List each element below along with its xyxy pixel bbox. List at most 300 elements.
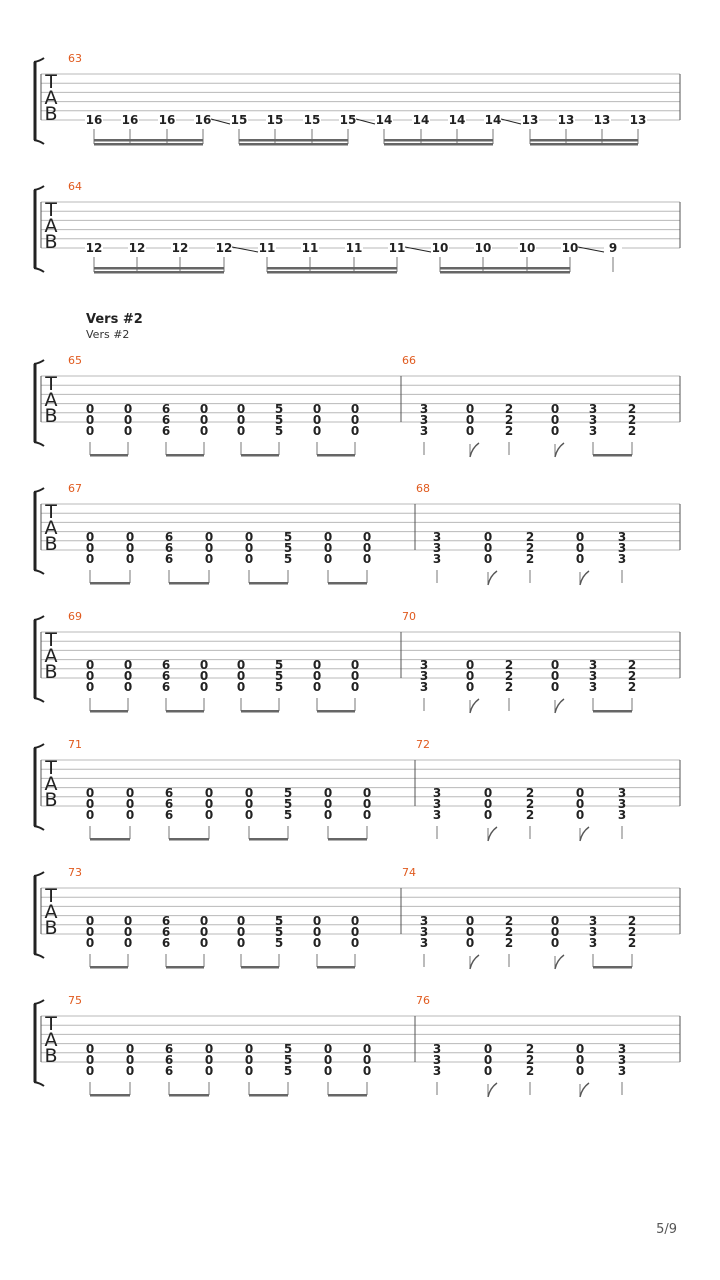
fret-number: 0 — [483, 1042, 493, 1056]
fret-number: 0 — [362, 1042, 372, 1056]
fret-number: 3 — [432, 541, 442, 555]
beam — [241, 966, 279, 969]
fret-number: 6 — [164, 541, 174, 555]
fret-number: 0 — [323, 530, 333, 544]
fret-number: 0 — [575, 797, 585, 811]
fret-number: 5 — [274, 680, 284, 694]
fret-number: 16 — [85, 113, 103, 127]
beam — [90, 454, 128, 457]
tab-system — [34, 482, 680, 585]
fret-number: 0 — [125, 1064, 135, 1078]
tab-system — [34, 312, 680, 457]
bracket-hook-bottom — [34, 570, 44, 574]
fret-number: 2 — [525, 552, 535, 566]
fret-number: 0 — [85, 402, 95, 416]
fret-number: 3 — [617, 552, 627, 566]
fret-number: 14 — [484, 113, 502, 127]
fret-number: 0 — [236, 402, 246, 416]
fret-number: 0 — [483, 552, 493, 566]
tab-clef-letter: T — [45, 71, 57, 93]
bracket-hook-top — [34, 1000, 44, 1004]
grace-flag — [488, 1083, 497, 1097]
tab-system — [34, 180, 680, 274]
grace-flag — [470, 699, 479, 713]
fret-number: 0 — [362, 786, 372, 800]
fret-number: 3 — [432, 552, 442, 566]
grace-flag — [488, 571, 497, 585]
fret-number: 16 — [158, 113, 176, 127]
fret-number: 3 — [588, 424, 598, 438]
grace-flag — [580, 827, 589, 841]
tab-clef-letter: A — [44, 645, 58, 667]
tab-clef-letter: T — [45, 757, 57, 779]
fret-number: 0 — [323, 552, 333, 566]
fret-number: 0 — [483, 530, 493, 544]
fret-number: 3 — [432, 786, 442, 800]
beam — [593, 710, 632, 713]
fret-number: 10 — [431, 241, 449, 255]
fret-number: 0 — [323, 1042, 333, 1056]
fret-number: 5 — [283, 552, 293, 566]
grace-flag — [580, 571, 589, 585]
fret-number: 3 — [419, 658, 429, 672]
tab-clef-letter: B — [44, 661, 58, 683]
fret-number: 0 — [550, 402, 560, 416]
fret-number: 5 — [283, 530, 293, 544]
beam — [90, 838, 130, 841]
bracket-hook-top — [34, 616, 44, 620]
fret-number: 5 — [274, 936, 284, 950]
fret-number: 0 — [85, 680, 95, 694]
fret-number: 5 — [274, 669, 284, 683]
fret-number: 0 — [350, 413, 360, 427]
fret-number: 0 — [236, 658, 246, 672]
beam — [249, 582, 288, 585]
fret-number: 13 — [521, 113, 539, 127]
fret-number: 0 — [362, 808, 372, 822]
section-subtitle: Vers #2 — [86, 328, 130, 341]
fret-number: 0 — [323, 797, 333, 811]
fret-number: 13 — [593, 113, 611, 127]
fret-number: 11 — [301, 241, 319, 255]
fret-number: 0 — [362, 797, 372, 811]
fret-number: 15 — [339, 113, 357, 127]
fret-number: 0 — [465, 402, 475, 416]
fret-number: 0 — [236, 413, 246, 427]
fret-number: 13 — [557, 113, 575, 127]
fret-number: 0 — [244, 541, 254, 555]
fret-number: 0 — [465, 669, 475, 683]
fret-number: 0 — [323, 786, 333, 800]
fret-number: 2 — [504, 424, 514, 438]
section-title: Vers #2 — [86, 312, 143, 327]
beam — [593, 454, 632, 457]
measure-number: 69 — [68, 610, 82, 623]
fret-number: 0 — [199, 925, 209, 939]
tab-clef-letter: A — [44, 389, 58, 411]
fret-number: 0 — [312, 680, 322, 694]
beam — [328, 838, 367, 841]
fret-number: 0 — [483, 1064, 493, 1078]
fret-number: 0 — [199, 680, 209, 694]
beam — [169, 582, 209, 585]
tab-clef-letter: A — [44, 517, 58, 539]
fret-number: 0 — [85, 669, 95, 683]
beam — [169, 838, 209, 841]
beam — [166, 966, 204, 969]
fret-number: 0 — [125, 1053, 135, 1067]
fret-number: 0 — [204, 797, 214, 811]
fret-number: 0 — [85, 914, 95, 928]
measure-number: 72 — [416, 738, 430, 751]
tab-clef-letter: B — [44, 103, 58, 125]
fret-number: 0 — [85, 797, 95, 811]
fret-number: 3 — [419, 424, 429, 438]
fret-number: 0 — [85, 808, 95, 822]
fret-number: 2 — [504, 680, 514, 694]
measure-number: 63 — [68, 52, 82, 65]
fret-number: 0 — [550, 925, 560, 939]
fret-number: 0 — [85, 1042, 95, 1056]
fret-number: 0 — [236, 914, 246, 928]
fret-number: 0 — [483, 797, 493, 811]
measure-number: 71 — [68, 738, 82, 751]
fret-number: 3 — [419, 413, 429, 427]
bracket-hook-top — [34, 360, 44, 364]
fret-number: 5 — [274, 925, 284, 939]
fret-number: 14 — [448, 113, 466, 127]
fret-number: 0 — [199, 658, 209, 672]
fret-number: 12 — [215, 241, 233, 255]
fret-number: 6 — [161, 402, 171, 416]
fret-number: 3 — [588, 658, 598, 672]
fret-number: 0 — [323, 1053, 333, 1067]
fret-number: 0 — [312, 669, 322, 683]
fret-number: 0 — [362, 1053, 372, 1067]
fret-number: 0 — [362, 552, 372, 566]
beam — [328, 1094, 367, 1097]
fret-number: 2 — [627, 680, 637, 694]
fret-number: 3 — [617, 1064, 627, 1078]
fret-number: 3 — [588, 936, 598, 950]
tab-clef-letter: B — [44, 789, 58, 811]
fret-number: 0 — [575, 786, 585, 800]
measure-number: 76 — [416, 994, 430, 1007]
fret-number: 0 — [575, 530, 585, 544]
fret-number: 5 — [274, 658, 284, 672]
beam — [267, 267, 397, 270]
fret-number: 2 — [504, 402, 514, 416]
fret-number: 0 — [85, 786, 95, 800]
fret-number: 0 — [85, 936, 95, 950]
fret-number: 2 — [525, 808, 535, 822]
beam — [94, 271, 224, 274]
page-number: 5/9 — [656, 1222, 677, 1237]
fret-number: 0 — [323, 1064, 333, 1078]
grace-flag — [555, 955, 564, 969]
fret-number: 14 — [375, 113, 393, 127]
fret-number: 3 — [617, 808, 627, 822]
bracket-hook-top — [34, 744, 44, 748]
bracket-hook-top — [34, 58, 44, 62]
fret-number: 0 — [199, 424, 209, 438]
fret-number: 0 — [312, 424, 322, 438]
fret-number: 0 — [204, 808, 214, 822]
fret-number: 0 — [125, 808, 135, 822]
fret-number: 3 — [432, 1064, 442, 1078]
fret-number: 0 — [575, 541, 585, 555]
fret-number: 3 — [617, 797, 627, 811]
tab-clef-letter: B — [44, 533, 58, 555]
tab-clef-letter: T — [45, 199, 57, 221]
fret-number: 0 — [244, 797, 254, 811]
fret-number: 12 — [128, 241, 146, 255]
fret-number: 16 — [194, 113, 212, 127]
fret-number: 0 — [465, 413, 475, 427]
beam — [593, 966, 632, 969]
fret-number: 3 — [588, 669, 598, 683]
fret-number: 5 — [274, 413, 284, 427]
beam — [384, 139, 493, 142]
fret-number: 2 — [627, 413, 637, 427]
beam — [94, 139, 203, 142]
fret-number: 0 — [465, 680, 475, 694]
tab-system — [34, 994, 680, 1097]
fret-number: 0 — [550, 413, 560, 427]
fret-number: 2 — [504, 925, 514, 939]
tab-clef-letter: T — [45, 501, 57, 523]
grace-flag — [555, 699, 564, 713]
fret-number: 0 — [350, 680, 360, 694]
fret-number: 0 — [550, 680, 560, 694]
beam — [440, 267, 570, 270]
fret-number: 0 — [550, 658, 560, 672]
beam — [249, 838, 288, 841]
fret-number: 0 — [350, 669, 360, 683]
measure-number: 64 — [68, 180, 82, 193]
fret-number: 6 — [161, 925, 171, 939]
beam — [440, 271, 570, 274]
fret-number: 3 — [617, 1042, 627, 1056]
fret-number: 12 — [171, 241, 189, 255]
tab-clef-letter: T — [45, 629, 57, 651]
fret-number: 3 — [432, 808, 442, 822]
fret-number: 0 — [125, 797, 135, 811]
fret-number: 0 — [350, 402, 360, 416]
beam — [530, 139, 638, 142]
fret-number: 6 — [161, 424, 171, 438]
fret-number: 15 — [266, 113, 284, 127]
fret-number: 0 — [465, 936, 475, 950]
fret-number: 0 — [123, 669, 133, 683]
fret-number: 11 — [345, 241, 363, 255]
fret-number: 2 — [627, 925, 637, 939]
fret-number: 11 — [258, 241, 276, 255]
fret-number: 0 — [204, 530, 214, 544]
fret-number: 0 — [483, 786, 493, 800]
bracket-hook-top — [34, 872, 44, 876]
fret-number: 3 — [617, 530, 627, 544]
fret-number: 3 — [588, 925, 598, 939]
fret-number: 5 — [274, 914, 284, 928]
beam — [328, 582, 367, 585]
fret-number: 0 — [85, 658, 95, 672]
fret-number: 14 — [412, 113, 430, 127]
fret-number: 6 — [161, 669, 171, 683]
fret-number: 0 — [483, 808, 493, 822]
fret-number: 0 — [236, 669, 246, 683]
bracket-hook-bottom — [34, 826, 44, 830]
measure-number: 65 — [68, 354, 82, 367]
fret-number: 6 — [164, 552, 174, 566]
bracket-hook-bottom — [34, 1082, 44, 1086]
fret-number: 0 — [350, 914, 360, 928]
fret-number: 0 — [199, 669, 209, 683]
bracket-hook-bottom — [34, 268, 44, 272]
fret-number: 16 — [121, 113, 139, 127]
measure-number: 75 — [68, 994, 82, 1007]
fret-number: 0 — [312, 402, 322, 416]
fret-number: 5 — [283, 1042, 293, 1056]
beam — [90, 1094, 130, 1097]
fret-number: 0 — [350, 925, 360, 939]
fret-number: 3 — [588, 402, 598, 416]
fret-number: 2 — [525, 530, 535, 544]
fret-number: 0 — [350, 424, 360, 438]
fret-number: 0 — [350, 658, 360, 672]
fret-number: 0 — [125, 1042, 135, 1056]
fret-number: 0 — [550, 914, 560, 928]
beam — [317, 454, 355, 457]
fret-number: 6 — [161, 936, 171, 950]
fret-number: 3 — [419, 936, 429, 950]
fret-number: 2 — [627, 669, 637, 683]
fret-number: 2 — [627, 914, 637, 928]
beam — [90, 582, 130, 585]
fret-number: 9 — [608, 241, 618, 255]
fret-number: 6 — [164, 797, 174, 811]
fret-number: 0 — [312, 658, 322, 672]
grace-flag — [470, 443, 479, 457]
fret-number: 0 — [362, 1064, 372, 1078]
grace-flag — [470, 955, 479, 969]
fret-number: 2 — [525, 1042, 535, 1056]
fret-number: 0 — [465, 424, 475, 438]
bracket-hook-top — [34, 488, 44, 492]
measure-number: 74 — [402, 866, 416, 879]
measure-number: 66 — [402, 354, 416, 367]
tab-clef-letter: A — [44, 901, 58, 923]
fret-number: 0 — [575, 1064, 585, 1078]
beam — [239, 139, 348, 142]
fret-number: 3 — [419, 925, 429, 939]
tab-clef-letter: T — [45, 1013, 57, 1035]
fret-number: 0 — [244, 808, 254, 822]
fret-number: 0 — [550, 936, 560, 950]
beam — [384, 143, 493, 146]
fret-number: 0 — [362, 530, 372, 544]
fret-number: 0 — [350, 936, 360, 950]
fret-number: 2 — [504, 413, 514, 427]
fret-number: 6 — [164, 1053, 174, 1067]
fret-number: 6 — [164, 808, 174, 822]
fret-number: 6 — [161, 680, 171, 694]
fret-number: 3 — [419, 669, 429, 683]
fret-number: 3 — [419, 914, 429, 928]
fret-number: 10 — [518, 241, 536, 255]
beam — [267, 271, 397, 274]
fret-number: 0 — [465, 925, 475, 939]
fret-number: 12 — [85, 241, 103, 255]
fret-number: 2 — [525, 1064, 535, 1078]
fret-number: 0 — [85, 541, 95, 555]
measure-number: 67 — [68, 482, 82, 495]
beam — [166, 454, 204, 457]
fret-number: 5 — [274, 402, 284, 416]
beam — [239, 143, 348, 146]
fret-number: 3 — [432, 1042, 442, 1056]
fret-number: 5 — [283, 808, 293, 822]
tab-system — [34, 738, 680, 841]
fret-number: 0 — [575, 552, 585, 566]
fret-number: 0 — [483, 1053, 493, 1067]
fret-number: 2 — [525, 1053, 535, 1067]
fret-number: 0 — [199, 413, 209, 427]
fret-number: 0 — [123, 936, 133, 950]
fret-number: 0 — [123, 402, 133, 416]
fret-number: 2 — [504, 936, 514, 950]
tab-system — [34, 610, 680, 713]
fret-number: 0 — [236, 936, 246, 950]
fret-number: 0 — [244, 1053, 254, 1067]
fret-number: 5 — [283, 786, 293, 800]
tab-system — [34, 52, 680, 146]
fret-number: 0 — [362, 541, 372, 555]
fret-number: 3 — [419, 680, 429, 694]
fret-number: 2 — [504, 914, 514, 928]
fret-number: 0 — [123, 413, 133, 427]
fret-number: 0 — [123, 680, 133, 694]
beam — [241, 710, 279, 713]
fret-number: 0 — [199, 402, 209, 416]
fret-number: 0 — [244, 786, 254, 800]
beam — [169, 1094, 209, 1097]
bracket-hook-bottom — [34, 698, 44, 702]
tab-clef-letter: B — [44, 231, 58, 253]
fret-number: 0 — [236, 424, 246, 438]
fret-number: 0 — [575, 808, 585, 822]
bracket-hook-bottom — [34, 140, 44, 144]
fret-number: 5 — [283, 1053, 293, 1067]
fret-number: 0 — [199, 936, 209, 950]
fret-number: 3 — [588, 914, 598, 928]
fret-number: 5 — [274, 424, 284, 438]
fret-number: 0 — [323, 808, 333, 822]
fret-number: 10 — [474, 241, 492, 255]
tab-clef-letter: B — [44, 1045, 58, 1067]
tab-clef-letter: A — [44, 87, 58, 109]
tab-clef-letter: T — [45, 885, 57, 907]
fret-number: 0 — [125, 541, 135, 555]
tab-clef-letter: A — [44, 773, 58, 795]
fret-number: 0 — [85, 530, 95, 544]
fret-number: 0 — [244, 1064, 254, 1078]
fret-number: 0 — [204, 1053, 214, 1067]
fret-number: 3 — [432, 797, 442, 811]
fret-number: 0 — [244, 1042, 254, 1056]
fret-number: 3 — [432, 1053, 442, 1067]
fret-number: 3 — [588, 680, 598, 694]
